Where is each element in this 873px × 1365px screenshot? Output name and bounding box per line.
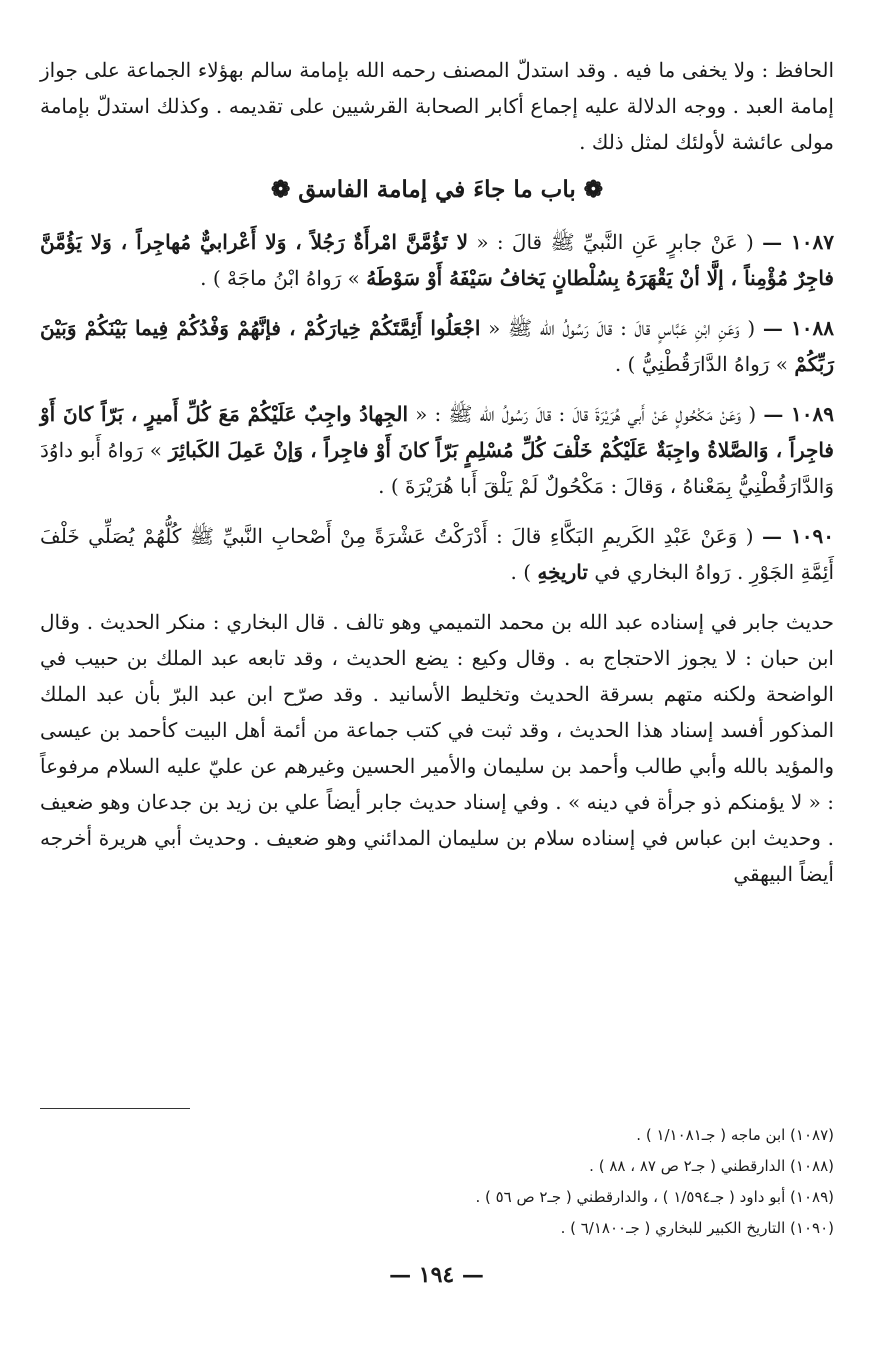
- hadith-1089: [40, 396, 834, 504]
- hadith-number: ١٠٩٠ —: [761, 524, 835, 548]
- commentary-paragraph: حديث جابر في إسناده عبد الله بن محمد التميمي وهو تالف . قال البخاري : منكر الحديث . وقال ابن حبان : لا يجوز الاحتجاج به . وقال وكيع : يضع الحديث ، وقد تابعه عبد الملك بن حبيب في الواضحة ولكنه متهم بسرقة الحديث وتخليط الأسانيد . وقد صرّح ابن عبد البرّ بأن عبد الملك المذكور أفسد إسناد هذا الحديث ، وقد ثبت في كتب جماعة من أئمة أهل البيت كأحمد بن عيسى والمؤيد بالله وأبي طالب وأحمد بن سليمان والأمير الحسين وغيرهم عن عليّ عليه السلام مرفوعاً : « لا يؤمنكم ذو جرأة في دينه » . وفي إسناد حديث جابر أيضاً علي بن زيد بن جدعان وهو ضعيف . وحديث ابن عباس في إسناده سلام بن سليمان المدائني وهو ضعيف . وحديث أبي هريرة أخرجه أيضاً البيهقي: [40, 610, 834, 886]
- hadith-intro: ( وَعَنْ مَكْحُولٍ عَنْ أَبي هُرَيْرَةَ قالَ : قالَ رَسُولُ الله ﷺ : «: [415, 402, 757, 426]
- hadith-source: ) .: [510, 560, 532, 584]
- hadith-number: ١٠٨٨ —: [762, 316, 835, 340]
- hadith-intro: ( وَعَنْ عَبْدِ الكَريمِ البَكَّاءِ قالَ : أَدْرَكْتُ عَشْرَةً مِنْ أَصْحابِ النَّبيِّ ﷺ كُلُّهُمْ يُصَلِّي خَلْفَ أَئِمَّةِ الجَوْرِ . رَواهُ البخاري في: [40, 524, 834, 584]
- hadith-1090: [40, 518, 834, 590]
- hadith-text: الجِهادُ واجِبٌ عَلَيْكُمْ مَعَ كُلِّ أَميرٍ ، بَرّاً كانَ أَوْ فاجِراً ، وَالصَّلاةُ واجِبَةٌ عَلَيْكُمْ خَلْفَ كُلِّ مُسْلِمٍ بَرّاً كانَ أَوْ فاجِراً ، وَإنْ عَمِلَ الكَبائِرَ: [40, 402, 834, 462]
- hadith-text: لا تَؤُمَّنَّ امْرأَةٌ رَجُلاً ، وَلا أَعْرابيٌّ مُهاجِراً ، وَلا يَؤُمَّنَّ فاجِرٌ مُؤْمِناً ، إلَّا أنْ يَقْهَرَهُ بِسُلْطانٍ يَخافُ سَيْفَهُ أَوْ سَوْطَهُ: [40, 230, 834, 290]
- footnote-1087: (١٠٨٧) ابن ماجه ( جـ١/١٠٨١ ) .: [636, 1126, 834, 1144]
- chapter-heading: ❁ باب ما جاءَ في إمامة الفاسق ❁: [270, 176, 604, 203]
- hadith-text: اجْعَلُوا أَئِمَّتَكُمْ خِيارَكُمْ ، فإنَّهُمْ وَفْدُكُمْ فِيما بَيْنَكُمْ وَبَيْنَ رَبِّكُمْ: [40, 316, 834, 376]
- hadith-intro: ( عَنْ جابرٍ عَنِ النَّبيِّ ﷺ قالَ : «: [476, 230, 754, 254]
- page-body: [40, 52, 834, 892]
- hadith-source: » رَواهُ الدَّارَقُطْنِيُّ ) .: [614, 352, 789, 376]
- footnote-divider: [40, 1108, 190, 1109]
- intro-paragraph: الحافظ : ولا يخفى ما فيه . وقد استدلّ المصنف رحمه الله بإمامة سالم بهؤلاء الجماعة على جواز إمامة العبد . ووجه الدلالة عليه إجماع أكابر الصحابة القرشيين على تقديمه . وكذلك استدلّ بإمامة مولى عائشة لأولئك لمثل ذلك .: [40, 58, 835, 154]
- hadith-number: ١٠٨٧ —: [762, 230, 835, 254]
- hadith-source: » رَواهُ أَبو داوُدَ وَالدَّارَقُطْنِيُّ بِمَعْناهُ ، وَقالَ : مَكْحُولٌ لَمْ يَلْقَ أَبا هُرَيْرَةَ ) .: [40, 438, 834, 498]
- footnote-1088: (١٠٨٨) الدارقطني ( جـ٢ ص ٨٧ ، ٨٨ ) .: [589, 1157, 834, 1175]
- hadith-source: » رَواهُ ابْنُ ماجَهْ ) .: [200, 266, 360, 290]
- hadith-intro: ( وَعَنِ ابْنِ عَبَّاسٍ قالَ : قالَ رَسُولُ الله ﷺ «: [488, 316, 756, 340]
- footnotes: [40, 1120, 834, 1244]
- hadith-1088: [40, 310, 834, 382]
- footnote-1090: (١٠٩٠) التاريخ الكبير للبخاري ( جـ٦/١٨٠٠ ) .: [560, 1219, 834, 1237]
- footnote-1089: (١٠٨٩) أبو داود ( جـ١/٥٩٤ ) ، والدارقطني ( جـ٢ ص ٥٦ ) .: [475, 1188, 834, 1206]
- hadith-1087: [40, 224, 834, 296]
- page-number: — ١٩٤ —: [389, 1262, 484, 1288]
- hadith-number: ١٠٨٩ —: [763, 402, 835, 426]
- hadith-text: تاريخِهِ: [537, 560, 588, 584]
